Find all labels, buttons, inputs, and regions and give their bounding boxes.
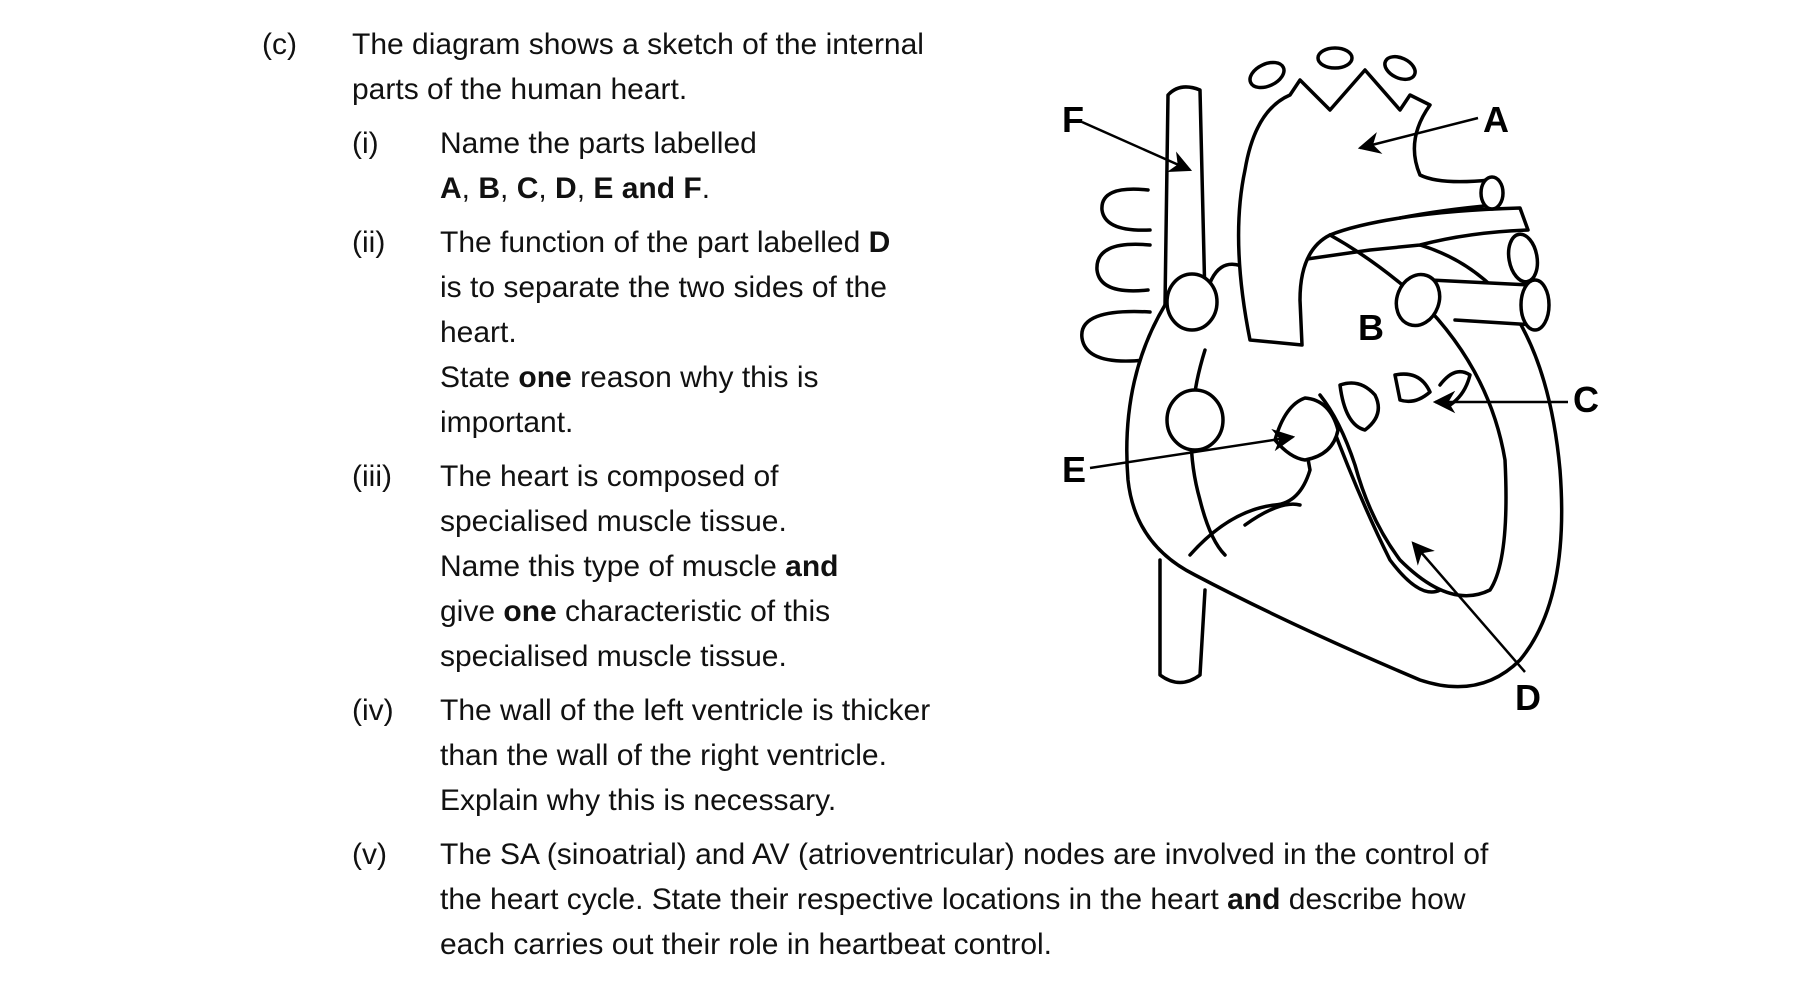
- pulmonary-vein-opening-center: [1167, 390, 1223, 450]
- pulmonary-artery-end-1: [1505, 232, 1541, 284]
- label-ref-d: D: [868, 226, 891, 259]
- diagram-label-a: A: [1483, 99, 1509, 140]
- sep: ,: [500, 172, 517, 205]
- pulmonary-vein-stub-3: [1082, 312, 1150, 362]
- label-ref-c: C: [516, 172, 539, 205]
- pulmonary-vein-stub-1: [1102, 189, 1150, 230]
- part-iv-line-3: Explain why this is necessary.: [440, 784, 837, 817]
- pulmonary-artery-right-1: [1400, 208, 1528, 245]
- text: give: [440, 595, 504, 628]
- part-v-line-1: The SA (sinoatrial) and AV (atrioventricular) nodes are involved in the control of: [440, 838, 1489, 871]
- diagram-label-c: C: [1573, 379, 1599, 420]
- part-ii-line-4: [440, 355, 819, 400]
- text: the heart cycle. State their respective locations in the heart: [440, 883, 1228, 916]
- text: describe how: [1280, 883, 1466, 916]
- diagram-label-b: B: [1358, 307, 1384, 348]
- heart-diagram: [1040, 40, 1640, 730]
- part-iv-line-1: The wall of the left ventricle is thicker: [440, 694, 931, 727]
- part-iii-line-2: specialised muscle tissue.: [440, 505, 787, 538]
- part-ii-line-3: heart.: [440, 316, 517, 349]
- superior-vena-cava: [1165, 87, 1205, 305]
- text: reason why this is: [571, 361, 819, 394]
- diagram-label-d: D: [1515, 677, 1541, 718]
- sep: .: [701, 172, 711, 205]
- part-ii-line-2: is to separate the two sides of the: [440, 271, 887, 304]
- text: Name this type of muscle: [440, 550, 786, 583]
- sep: ,: [576, 172, 594, 205]
- part-iii-line-3: [440, 544, 838, 589]
- question-label: (c): [262, 28, 297, 61]
- part-i-line-2: [440, 166, 710, 211]
- label-ref-d: D: [555, 172, 577, 205]
- emphasis: one: [503, 595, 557, 628]
- aorta-right-end: [1481, 177, 1503, 209]
- part-ii-line-1: [440, 220, 890, 265]
- part-v-label: (v): [352, 838, 387, 871]
- part-iii-line-1: The heart is composed of: [440, 460, 779, 493]
- part-iv-label: (iv): [352, 694, 394, 727]
- diagram-label-e: E: [1062, 449, 1087, 490]
- part-i-line-1: Name the parts labelled: [440, 127, 757, 160]
- sep: ,: [461, 172, 479, 205]
- emphasis: and: [1227, 883, 1281, 916]
- part-iii-label: (iii): [352, 460, 392, 493]
- sep: ,: [538, 172, 556, 205]
- part-i-label: (i): [352, 127, 379, 160]
- text: The function of the part labelled: [440, 226, 869, 259]
- part-v-line-3: each carries out their role in heartbeat control.: [440, 928, 1052, 961]
- part-v-line-2: [440, 877, 1466, 922]
- question-intro-line-1: The diagram shows a sketch of the internal: [352, 28, 924, 61]
- aorta-branch-1: [1246, 57, 1288, 92]
- aorta-branch-2: [1318, 48, 1352, 68]
- emphasis: and: [785, 550, 839, 583]
- pulmonary-vein-opening-left: [1167, 274, 1217, 330]
- label-ref-a: A: [440, 172, 462, 205]
- aorta-branch-3: [1381, 52, 1418, 84]
- text: State: [440, 361, 519, 394]
- question-intro-line-2: parts of the human heart.: [352, 73, 688, 106]
- pulmonary-artery-end-2: [1521, 280, 1549, 330]
- emphasis: one: [518, 361, 572, 394]
- pulmonary-vein-stub-2: [1097, 244, 1150, 291]
- label-ref-e-f: E and F: [593, 172, 702, 205]
- part-ii-line-5: important.: [440, 406, 574, 439]
- part-ii-label: (ii): [352, 226, 386, 259]
- part-iv-line-2: than the wall of the right ventricle.: [440, 739, 887, 772]
- part-iii-line-4: [440, 589, 830, 634]
- label-ref-b: B: [478, 172, 501, 205]
- text: characteristic of this: [556, 595, 831, 628]
- part-iii-line-5: specialised muscle tissue.: [440, 640, 787, 673]
- diagram-label-f: F: [1062, 99, 1084, 140]
